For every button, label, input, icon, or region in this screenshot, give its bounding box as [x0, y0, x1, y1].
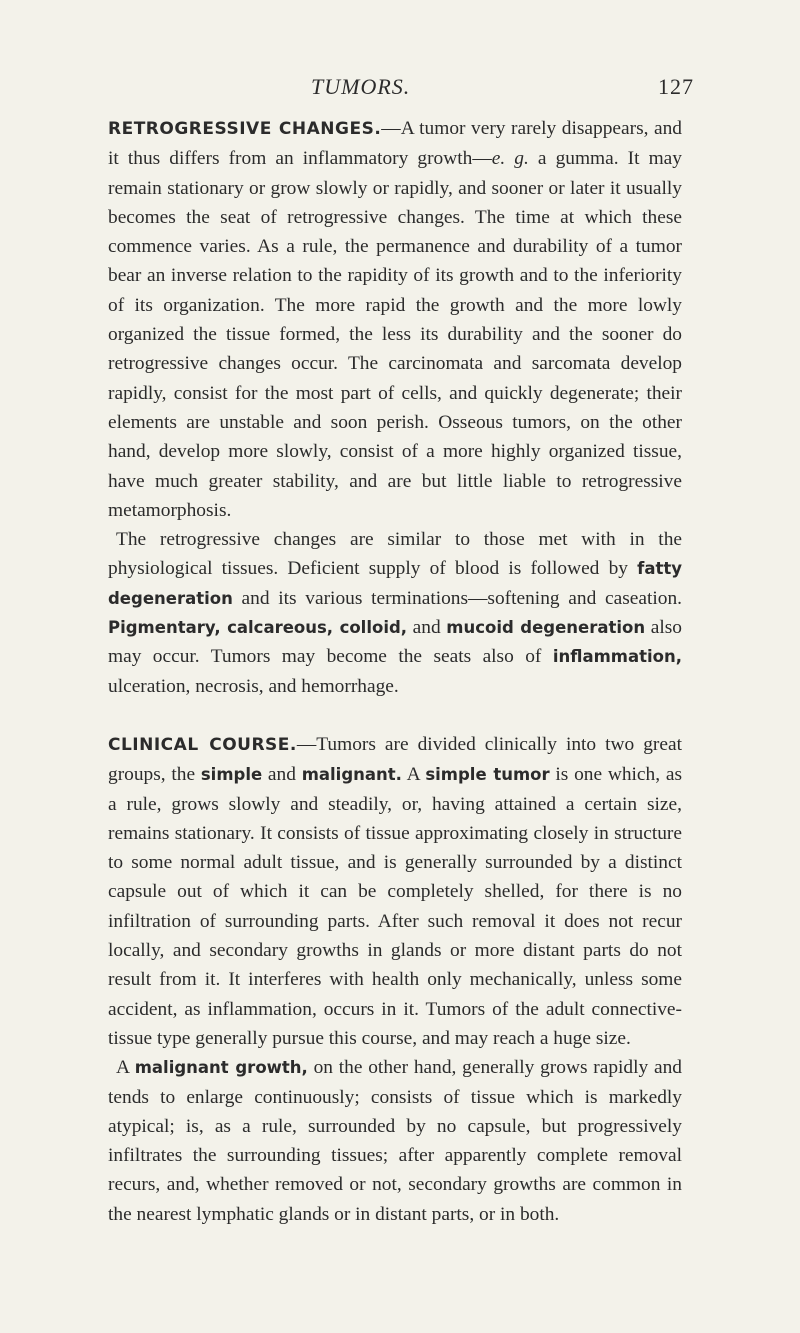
malignant-growth-paragraph [108, 1053, 682, 1229]
text-run: a gumma. It may remain stationary or grow slowly or rapidly, and sooner or later it usually becomes the seat of retrogressive changes. The time at which these commence varies. As a rule, the permanence and durability of a tumor bear an inverse relation to the rapidity of its growth and to the inferiority of its organization. The more rapid the growth and the more lowly organized the tissue formed, the less its durability and the sooner do retrogressive changes occur. The carcinomata and sarcomata develop rapidly, consist for the most part of cells, and quickly degenerate; their elements are unstable and soon perish. Osseous tumors, on the other hand, develop more slowly, consist of a more highly organized tissue, have much greater stability, and are but little liable to retrogressive metamorphosis. [108, 148, 682, 521]
text-run: also may occur. Tumors may become the seats also of [108, 617, 682, 668]
text-run: The retrogressive changes are similar to those met with in the physiological tissues. Deficient supply of blood is followed by [108, 529, 682, 580]
text-run: ulceration, necrosis, and hemorrhage. [108, 675, 399, 697]
bold-term: malignant. [301, 765, 402, 785]
text-run: and [407, 617, 447, 639]
bold-term: Pigmentary, calcareous, colloid, [108, 618, 408, 638]
text-run: is one which, as a rule, grows slowly and steadily, or, having attained a certain size, remains stationary. It consists of tissue approximating closely in structure to some normal adult tissue, and is generally surrounded by a distinct capsule out of which it can be completely shelled, for there is no infiltration of surrounding parts. After such removal it does not recur locally, and secondary growths in glands or more distant parts do not result from it. It interferes with health only mechanically, unless some accident, as inflammation, occurs in it. Tumors of the adult connective-tissue type generally pursue this course, and may reach a huge size. [108, 764, 682, 1049]
section-heading-retrogressive-changes: RETROGRESSIVE CHANGES. [108, 119, 382, 139]
clinical-course-paragraph [108, 730, 682, 1053]
text-run: on the other hand, generally grows rapidly and tends to enlarge continuously; consists of tissue which is markedly atypical; is, as a rule, surrounded by no capsule, but progressively infiltrates the surrounding tissues; after apparently complete removal recurs, and, whether removed or not, secondary growths are common in the nearest lymphatic glands or in distant parts, or in both. [108, 1057, 682, 1225]
retrogressive-changes-paragraph [108, 114, 682, 525]
body-text [108, 114, 682, 1229]
text-run: A [401, 764, 426, 786]
text-run: —A tumor very rarely disappears, and it thus differs from an inflammatory growth— [108, 118, 683, 170]
bold-term: simple [200, 765, 263, 785]
page-number: 127 [658, 74, 694, 99]
text-run: A [116, 1057, 135, 1079]
bold-term: malignant growth, [134, 1058, 308, 1078]
degeneration-paragraph [108, 525, 682, 701]
running-head [0, 74, 800, 104]
running-title: TUMORS. [311, 74, 411, 99]
bold-term: inflammation, [552, 647, 682, 667]
bold-term: simple tumor [425, 765, 550, 785]
bold-term: fatty degeneration [108, 559, 682, 608]
section-heading-clinical-course: CLINICAL COURSE. [108, 734, 297, 755]
bold-term: mucoid degeneration [446, 618, 646, 638]
italic-text: e. g. [491, 148, 529, 170]
text-run: and its various terminations—softening and caseation. [232, 587, 682, 609]
text-run: —Tumors are divided clinically into two great groups, the [108, 733, 682, 786]
text-run: and [262, 764, 302, 786]
